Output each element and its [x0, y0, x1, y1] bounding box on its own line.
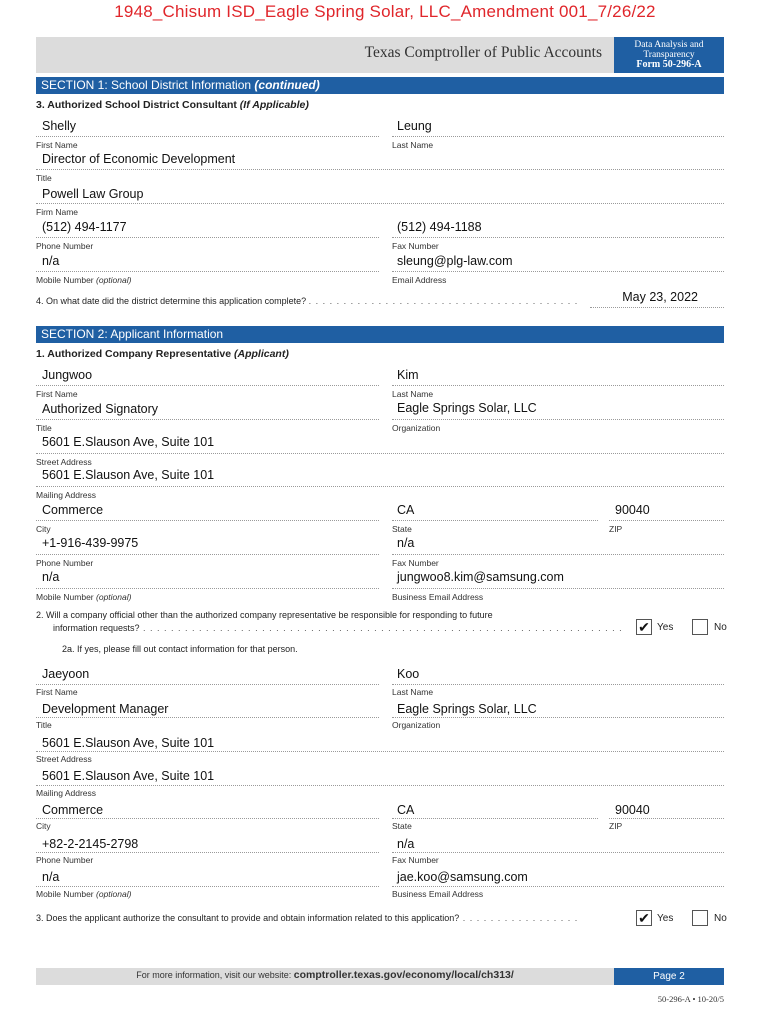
label-last-name: Last Name [392, 389, 434, 399]
official-street[interactable]: 5601 E.Slauson Ave, Suite 101 [42, 736, 215, 750]
q3-suffix: (If Applicable) [239, 99, 309, 111]
q2-no-checkbox[interactable] [692, 619, 708, 635]
consultant-firm[interactable]: Powell Law Group [42, 187, 144, 201]
field-line [36, 684, 379, 685]
field-line [36, 785, 724, 786]
rep-city[interactable]: Commerce [42, 503, 104, 517]
consultant-fax[interactable]: (512) 494-1188 [397, 220, 482, 234]
field-line [392, 818, 598, 819]
label-first-name: First Name [36, 687, 78, 697]
rep-first-name[interactable]: Jungwoo [42, 368, 93, 382]
division-line-2: Transparency [643, 50, 695, 60]
q3-question: 3. Does the applicant authorize the consultant to provide and obtain information related to this application? . . . . . . . . . . . . . . . . . [36, 913, 579, 923]
official-city[interactable]: Commerce [42, 803, 104, 817]
field-line [36, 886, 379, 887]
rep-phone[interactable]: +1-916-439-9975 [42, 536, 139, 550]
rep-title[interactable]: Authorized Signatory [42, 402, 159, 416]
footer-url[interactable]: comptroller.texas.gov/economy/local/ch313/ [293, 969, 514, 981]
q3-title: 3. Authorized School District Consultant (If Applicable) [36, 99, 309, 111]
document-title: 1948_Chisum ISD_Eagle Spring Solar, LLC_Amendment 001_7/26/22 [114, 2, 656, 21]
label-phone: Phone Number [36, 855, 94, 865]
form-revision: 50-296-A • 10-20/5 [657, 994, 724, 1004]
q2-yes-label: Yes [657, 622, 674, 633]
label-street: Street Address [36, 754, 92, 764]
agency-name: Texas Comptroller of Public Accounts [364, 44, 602, 61]
label-firm-name: Firm Name [36, 207, 79, 217]
label-title: Title [36, 173, 52, 183]
label-mobile: Mobile Number (optional) [36, 592, 132, 602]
official-zip[interactable]: 90040 [615, 803, 650, 817]
official-title[interactable]: Development Manager [42, 702, 169, 716]
label-mobile: Mobile Number (optional) [36, 889, 132, 899]
q2-yes-checkbox[interactable]: ✔ [636, 619, 652, 635]
consultant-title[interactable]: Director of Economic Development [42, 152, 236, 166]
q4-date-answer[interactable]: May 23, 2022 [622, 290, 698, 304]
rep-zip[interactable]: 90040 [615, 503, 650, 517]
label-street: Street Address [36, 457, 92, 467]
field-line [392, 520, 598, 521]
field-line [36, 751, 724, 752]
field-line [392, 554, 724, 555]
label-business-email: Business Email Address [392, 592, 484, 602]
rep-fax[interactable]: n/a [397, 536, 415, 550]
rep-mobile[interactable]: n/a [42, 570, 60, 584]
q3-yes-label: Yes [657, 913, 674, 924]
section-1-suffix: (continued) [254, 78, 320, 92]
footer-info: For more information, visit our website: comptroller.texas.gov/economy/local/ch313/ [136, 969, 514, 981]
official-mailing[interactable]: 5601 E.Slauson Ave, Suite 101 [42, 769, 215, 783]
consultant-last-name[interactable]: Leung [397, 119, 432, 133]
label-fax: Fax Number [392, 241, 439, 251]
field-line [392, 588, 724, 589]
label-email: Email Address [392, 275, 447, 285]
label-phone: Phone Number [36, 558, 94, 568]
field-line [609, 520, 724, 521]
official-organization[interactable]: Eagle Springs Solar, LLC [397, 702, 537, 716]
field-line [36, 717, 379, 718]
field-line [36, 169, 724, 170]
field-line [392, 717, 724, 718]
label-last-name: Last Name [392, 687, 434, 697]
label-first-name: First Name [36, 389, 78, 399]
label-organization: Organization [392, 720, 441, 730]
field-line [36, 385, 379, 386]
division-line-1: Data Analysis and [634, 40, 704, 50]
field-line [392, 385, 724, 386]
label-mailing: Mailing Address [36, 490, 97, 500]
consultant-phone[interactable]: (512) 494-1177 [42, 220, 127, 234]
field-line [36, 852, 379, 853]
label-mailing: Mailing Address [36, 788, 97, 798]
q3-no-checkbox[interactable] [692, 910, 708, 926]
q1-title: 1. Authorized Company Representative (Applicant) [36, 348, 289, 360]
field-line [36, 486, 724, 487]
label-title: Title [36, 423, 52, 433]
rep-last-name[interactable]: Kim [397, 368, 419, 382]
label-last-name: Last Name [392, 140, 434, 150]
field-line [590, 307, 724, 308]
q3-yes-checkbox[interactable]: ✔ [636, 910, 652, 926]
rep-organization[interactable]: Eagle Springs Solar, LLC [397, 401, 537, 415]
label-city: City [36, 524, 51, 534]
official-fax[interactable]: n/a [397, 837, 415, 851]
official-email[interactable]: jae.koo@samsung.com [397, 870, 528, 884]
field-line [392, 271, 724, 272]
rep-email[interactable]: jungwoo8.kim@samsung.com [397, 570, 564, 584]
section-2-bar: SECTION 2: Applicant Information [36, 326, 724, 343]
label-zip: ZIP [609, 524, 623, 534]
label-phone: Phone Number [36, 241, 94, 251]
field-line [36, 237, 379, 238]
field-line [36, 419, 379, 420]
label-city: City [36, 821, 51, 831]
official-state[interactable]: CA [397, 803, 415, 817]
q2-question-line-1: 2. Will a company official other than the authorized company representative be responsible for responding to future [36, 610, 493, 620]
rep-state[interactable]: CA [397, 503, 415, 517]
field-line [392, 237, 724, 238]
field-line [609, 818, 724, 819]
q2-question-line-2: information requests? . . . . . . . . . . . . . . . . . . . . . . . . . . . . . . . . . . . . . . . . . . . . . . . . . . . . . . . . . . . . . . . . . . . . . [53, 623, 623, 633]
field-line [392, 419, 724, 420]
label-state: State [392, 524, 412, 534]
field-line [392, 136, 724, 137]
q2-no-label: No [714, 622, 727, 633]
form-number: Form 50-296-A [636, 59, 702, 70]
field-line [36, 520, 379, 521]
field-line [392, 852, 724, 853]
form-id-box [614, 37, 724, 73]
label-state: State [392, 821, 412, 831]
rep-mailing[interactable]: 5601 E.Slauson Ave, Suite 101 [42, 468, 215, 482]
official-phone[interactable]: +82-2-2145-2798 [42, 837, 139, 851]
field-line [36, 136, 379, 137]
label-business-email: Business Email Address [392, 889, 484, 899]
field-line [36, 588, 379, 589]
official-first-name[interactable]: Jaeyoon [42, 667, 90, 681]
label-fax: Fax Number [392, 558, 439, 568]
label-zip: ZIP [609, 821, 623, 831]
field-line [392, 684, 724, 685]
rep-street[interactable]: 5601 E.Slauson Ave, Suite 101 [42, 435, 215, 449]
field-line [392, 886, 724, 887]
q2a-instruction: 2a. If yes, please fill out contact information for that person. [62, 644, 298, 654]
official-last-name[interactable]: Koo [397, 667, 420, 681]
field-line [36, 203, 724, 204]
official-mobile[interactable]: n/a [42, 870, 60, 884]
label-first-name: First Name [36, 140, 78, 150]
label-organization: Organization [392, 423, 441, 433]
label-mobile: Mobile Number (optional) [36, 275, 132, 285]
label-fax: Fax Number [392, 855, 439, 865]
field-line [36, 453, 724, 454]
field-line [36, 818, 379, 819]
q3-no-label: No [714, 913, 727, 924]
field-line [36, 271, 379, 272]
page-number: Page 2 [614, 968, 724, 985]
field-line [36, 554, 379, 555]
consultant-mobile[interactable]: n/a [42, 254, 60, 268]
consultant-email[interactable]: sleung@plg-law.com [397, 254, 513, 268]
label-title: Title [36, 720, 52, 730]
section-1-bar: SECTION 1: School District Information (continued) [36, 77, 724, 94]
q4-question: 4. On what date did the district determine this application complete? . . . . . . . . . . . . . . . . . . . . . . . . . . . . . . . . . . . . . . . [36, 296, 579, 306]
consultant-first-name[interactable]: Shelly [42, 119, 77, 133]
